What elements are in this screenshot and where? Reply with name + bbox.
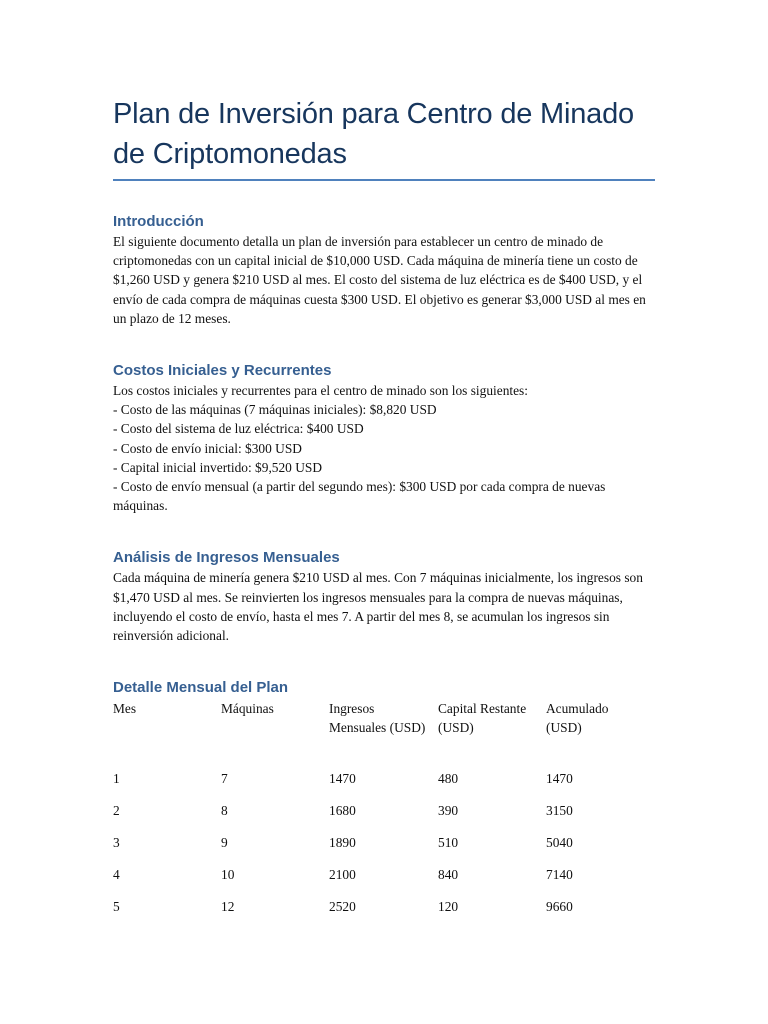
costs-list-item: - Capital inicial invertido: $9,520 USD xyxy=(113,459,323,475)
introduction-paragraph: El siguiente documento detalla un plan de inversión para establecer un centro de minado de criptomonedas con un capital inicial de $10,000 USD. Cada máquina de minería tiene un costo de $1,260 USD y genera $210 USD al mes. El costo del sistema de luz eléctrica es de $400 USD, y el envío de cada compra de máquinas cuesta $300 USD. El objetivo es generar $3,000 USD al mes en un plazo de 12 meses. xyxy=(113,234,646,326)
table-cell: 3 xyxy=(113,835,120,851)
table-row xyxy=(113,897,654,929)
table-cell: 9660 xyxy=(546,899,573,915)
table-cell: 840 xyxy=(438,867,459,883)
column-header-capital xyxy=(438,699,546,769)
costs-intro-paragraph: Los costos iniciales y recurrentes para el centro de minado son los siguientes: xyxy=(113,383,528,399)
table-cell: 3150 xyxy=(546,803,573,819)
table-row xyxy=(113,865,654,897)
column-header-mes xyxy=(113,699,221,769)
income-paragraph: Cada máquina de minería genera $210 USD al mes. Con 7 máquinas inicialmente, los ingresos son $1,470 USD al mes. Se reinvierten los ingresos mensuales para la compra de nuevas máquinas, incluyendo el costo de envío, hasta el mes 7. A partir del mes 8, se acumulan los ingresos sin reinversión adicional. xyxy=(113,570,643,644)
table-cell: 390 xyxy=(438,803,459,819)
title-divider xyxy=(113,179,655,181)
table-cell: 1470 xyxy=(329,771,356,787)
table-cell: 8 xyxy=(221,803,228,819)
costs-list xyxy=(113,400,658,515)
column-header-label: Ingresos Mensuales (USD) xyxy=(329,701,426,736)
table-cell: 2100 xyxy=(329,867,356,883)
table-cell: 510 xyxy=(438,835,459,851)
table-cell: 1 xyxy=(113,771,120,787)
costs-list-item: - Costo de envío inicial: $300 USD xyxy=(113,440,302,456)
costs-list-item: - Costo del sistema de luz eléctrica: $400 USD xyxy=(113,421,364,437)
table-cell: 7140 xyxy=(546,867,573,883)
column-header-label: Capital Restante (USD) xyxy=(438,701,527,736)
section-heading-costs: Costos Iniciales y Recurrentes xyxy=(113,362,332,380)
column-header-ingresos xyxy=(329,699,438,769)
table-cell: 9 xyxy=(221,835,228,851)
table-cell: 120 xyxy=(438,899,459,915)
table-cell: 2520 xyxy=(329,899,356,915)
column-header-label: Máquinas xyxy=(221,701,274,717)
document-title: Plan de Inversión para Centro de Minado de Criptomonedas xyxy=(113,98,634,170)
table-cell: 10 xyxy=(221,867,235,883)
column-header-acumulado xyxy=(546,699,654,769)
plan-table xyxy=(113,699,654,929)
table-cell: 4 xyxy=(113,867,120,883)
section-heading-income: Análisis de Ingresos Mensuales xyxy=(113,549,340,567)
section-heading-plan: Detalle Mensual del Plan xyxy=(113,679,289,697)
table-cell: 2 xyxy=(113,803,120,819)
costs-list-item: - Costo de las máquinas (7 máquinas iniciales): $8,820 USD xyxy=(113,402,437,418)
table-cell: 1890 xyxy=(329,835,356,851)
table-cell: 12 xyxy=(221,899,235,915)
table-cell: 480 xyxy=(438,771,459,787)
column-header-label: Acumulado (USD) xyxy=(546,701,609,736)
section-heading-introduction: Introducción xyxy=(113,213,204,230)
table-row xyxy=(113,769,654,801)
table-row xyxy=(113,801,654,833)
column-header-label: Mes xyxy=(113,701,137,717)
table-cell: 1680 xyxy=(329,803,356,819)
table-cell: 1470 xyxy=(546,771,573,787)
table-cell: 5040 xyxy=(546,835,573,851)
costs-list-item: - Costo de envío mensual (a partir del segundo mes): $300 USD por cada compra de nuevas máquinas. xyxy=(113,479,606,514)
table-cell: 5 xyxy=(113,899,120,915)
column-header-maquinas xyxy=(221,699,329,769)
table-header-row xyxy=(113,699,654,769)
table-cell: 7 xyxy=(221,771,228,787)
table-row xyxy=(113,833,654,865)
